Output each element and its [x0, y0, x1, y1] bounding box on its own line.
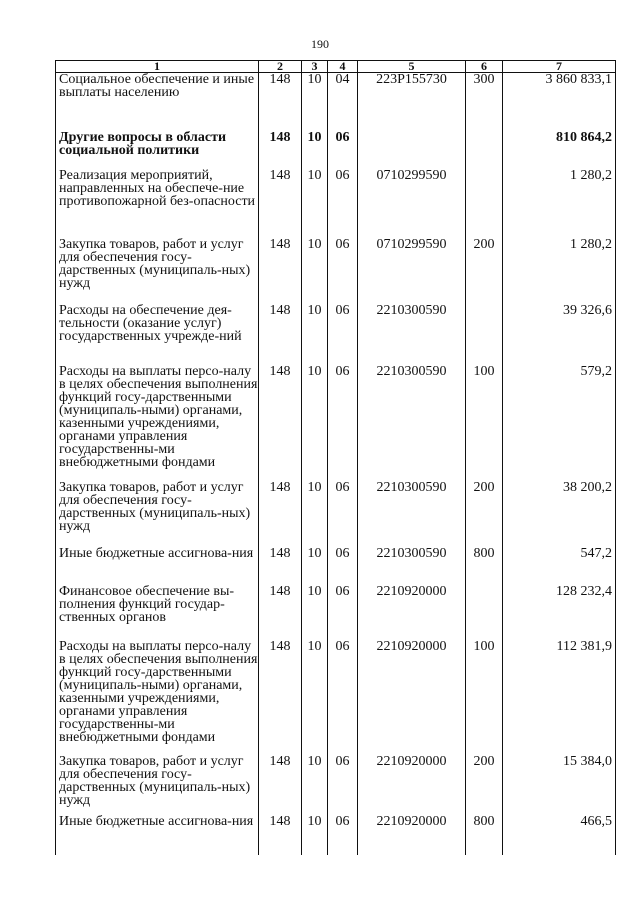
row-target-article: 2210920000 [358, 815, 466, 855]
row-name: Закупка товаров, работ и услуг для обеспечения госу-дарственных (муниципаль-ных) нужд [56, 481, 259, 547]
table-row [56, 640, 616, 755]
table-row [56, 238, 616, 304]
row-expense-type: 100 [466, 640, 503, 755]
row-section: 10 [302, 547, 328, 585]
row-admin-code: 148 [259, 755, 302, 815]
row-amount: 1 280,2 [503, 169, 616, 238]
row-section: 10 [302, 365, 328, 481]
row-admin-code: 148 [259, 304, 302, 365]
row-expense-type: 200 [466, 755, 503, 815]
column-header-1: 1 [56, 61, 259, 73]
row-subsection: 06 [328, 755, 358, 815]
row-section: 10 [302, 169, 328, 238]
row-subsection: 06 [328, 169, 358, 238]
row-expense-type: 300 [466, 73, 503, 132]
row-expense-type [466, 304, 503, 365]
row-target-article: 2210920000 [358, 640, 466, 755]
row-subsection: 06 [328, 585, 358, 640]
column-header-7: 7 [503, 61, 616, 73]
row-target-article: 2210300590 [358, 481, 466, 547]
row-subsection: 06 [328, 640, 358, 755]
row-subsection: 06 [328, 365, 358, 481]
row-section: 10 [302, 481, 328, 547]
row-target-article: 2210300590 [358, 365, 466, 481]
row-name: Иные бюджетные ассигнова-ния [56, 815, 259, 855]
row-target-article: 2210300590 [358, 304, 466, 365]
budget-table [55, 60, 616, 855]
row-expense-type [466, 131, 503, 169]
row-subsection: 06 [328, 131, 358, 169]
row-expense-type: 800 [466, 547, 503, 585]
table-row [56, 585, 616, 640]
row-name: Расходы на обеспечение дея-тельности (оказание услуг) государственных учрежде-ний [56, 304, 259, 365]
row-subsection: 06 [328, 238, 358, 304]
row-amount: 466,5 [503, 815, 616, 855]
table-row [56, 365, 616, 481]
row-subsection: 06 [328, 304, 358, 365]
row-expense-type [466, 169, 503, 238]
column-header-6: 6 [466, 61, 503, 73]
page-number: 190 [311, 37, 329, 51]
row-target-article: 223Р155730 [358, 73, 466, 132]
row-expense-type: 200 [466, 481, 503, 547]
row-subsection: 04 [328, 73, 358, 132]
column-header-2: 2 [259, 61, 302, 73]
column-header-5: 5 [358, 61, 466, 73]
row-amount: 810 864,2 [503, 131, 616, 169]
row-expense-type: 800 [466, 815, 503, 855]
row-admin-code: 148 [259, 481, 302, 547]
row-expense-type: 200 [466, 238, 503, 304]
row-name: Расходы на выплаты персо-налу в целях обеспечения выполнения функций госу-дарственными (муниципаль-ными) органами, казенными учреждениями, органами управления государственны-ми внебюджетными фондами [56, 640, 259, 755]
row-subsection: 06 [328, 547, 358, 585]
row-name: Закупка товаров, работ и услуг для обеспечения госу-дарственных (муниципаль-ных) нужд [56, 755, 259, 815]
row-admin-code: 148 [259, 585, 302, 640]
row-name: Иные бюджетные ассигнова-ния [56, 547, 259, 585]
row-name: Расходы на выплаты персо-налу в целях обеспечения выполнения функций госу-дарственными (муниципаль-ными) органами, казенными учреждениями, органами управления государственны-ми внебюджетными фондами [56, 365, 259, 481]
table-row [56, 481, 616, 547]
row-admin-code: 148 [259, 547, 302, 585]
table-row [56, 755, 616, 815]
row-section: 10 [302, 238, 328, 304]
row-expense-type: 100 [466, 365, 503, 481]
row-amount: 128 232,4 [503, 585, 616, 640]
row-section: 10 [302, 131, 328, 169]
row-section: 10 [302, 815, 328, 855]
row-section: 10 [302, 640, 328, 755]
row-name: Закупка товаров, работ и услуг для обеспечения госу-дарственных (муниципаль-ных) нужд [56, 238, 259, 304]
row-amount: 547,2 [503, 547, 616, 585]
row-amount: 1 280,2 [503, 238, 616, 304]
row-section: 10 [302, 585, 328, 640]
table-row [56, 169, 616, 238]
row-subsection: 06 [328, 815, 358, 855]
table-row [56, 815, 616, 855]
row-name: Другие вопросы в области социальной политики [56, 131, 259, 169]
column-header-4: 4 [328, 61, 358, 73]
table-row [56, 304, 616, 365]
row-name: Реализация мероприятий, направленных на обеспече-ние противопожарной без-опасности [56, 169, 259, 238]
column-header-3: 3 [302, 61, 328, 73]
row-target-article: 2210300590 [358, 547, 466, 585]
row-target-article: 0710299590 [358, 238, 466, 304]
row-admin-code: 148 [259, 169, 302, 238]
row-name: Финансовое обеспечение вы-полнения функций государ-ственных органов [56, 585, 259, 640]
row-admin-code: 148 [259, 640, 302, 755]
row-expense-type [466, 585, 503, 640]
row-name: Социальное обеспечение и иные выплаты населению [56, 73, 259, 132]
row-target-article: 2210920000 [358, 585, 466, 640]
row-target-article: 0710299590 [358, 169, 466, 238]
row-amount: 15 384,0 [503, 755, 616, 815]
row-admin-code: 148 [259, 238, 302, 304]
row-amount: 38 200,2 [503, 481, 616, 547]
table-header-row [56, 61, 616, 73]
row-section: 10 [302, 304, 328, 365]
row-amount: 39 326,6 [503, 304, 616, 365]
row-admin-code: 148 [259, 73, 302, 132]
table-body [56, 73, 616, 856]
row-admin-code: 148 [259, 131, 302, 169]
row-section: 10 [302, 73, 328, 132]
table-row [56, 547, 616, 585]
row-admin-code: 148 [259, 815, 302, 855]
row-amount: 3 860 833,1 [503, 73, 616, 132]
row-section: 10 [302, 755, 328, 815]
row-target-article [358, 131, 466, 169]
row-target-article: 2210920000 [358, 755, 466, 815]
table-row [56, 131, 616, 169]
row-amount: 579,2 [503, 365, 616, 481]
row-amount: 112 381,9 [503, 640, 616, 755]
row-subsection: 06 [328, 481, 358, 547]
table-row [56, 73, 616, 132]
row-admin-code: 148 [259, 365, 302, 481]
